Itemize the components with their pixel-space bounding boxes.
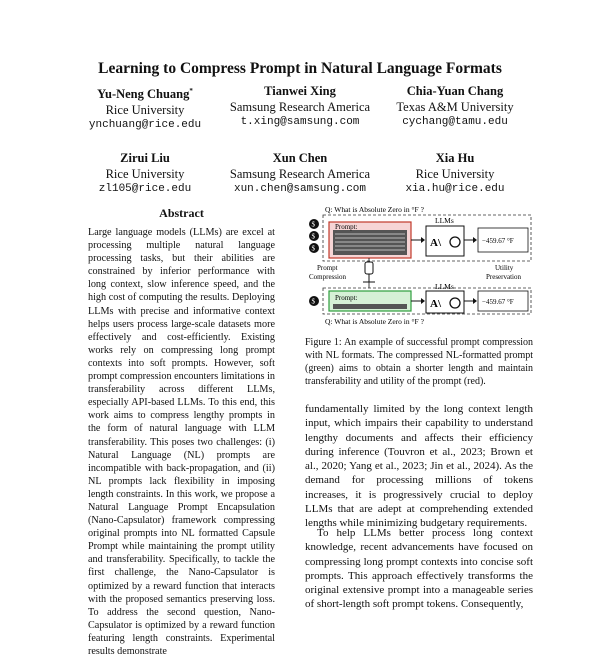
llms-label-top: LLMs [435, 216, 454, 225]
question-bottom: Q: What is Absolute Zero in °F ? [325, 317, 424, 326]
author-name: Tianwei Xing [264, 84, 336, 98]
author-email: t.xing@samsung.com [240, 116, 360, 128]
figure-caption: Figure 1: An example of successful prompt compression with NL formats. The compressed NL-formatted prompt (green) aims to obtain a shorter length and maintain transferability and utility of the prompt (red). [305, 337, 533, 387]
token-icons-top [309, 219, 319, 253]
paper-title: Learning to Compress Prompt in Natural Language Formats [98, 60, 502, 77]
svg-text:$: $ [311, 244, 315, 253]
svg-text:$: $ [311, 232, 315, 241]
author-block [60, 151, 230, 198]
author-affiliation: Texas A&M University [396, 99, 514, 114]
author-affiliation: Samsung Research America [229, 166, 371, 181]
author-affiliation: Rice University [105, 102, 185, 117]
author-block [60, 84, 230, 134]
author-name: Yu-Neng Chuang [97, 87, 190, 102]
answer-top: −459.67 °F [482, 237, 514, 245]
answer-bottom: −459.67 °F [482, 298, 514, 306]
author-email: xia.hu@rice.edu [405, 183, 505, 195]
token-icon-bottom [309, 296, 319, 306]
svg-text:$: $ [311, 297, 315, 306]
author-name: Xia Hu [435, 151, 475, 165]
svg-text:$: $ [311, 220, 315, 229]
author-name: Xun Chen [272, 151, 328, 165]
author-block [370, 151, 540, 198]
author-block [215, 84, 385, 131]
prompt-compression-label: Prompt Compression [309, 264, 346, 281]
author-email: zl105@rice.edu [98, 183, 192, 195]
prompt-label-bottom: Prompt: [335, 294, 358, 302]
author-block [215, 151, 385, 198]
author-email: ynchuang@rice.edu [88, 119, 202, 132]
abstract-text: Large language models (LLMs) are excel at processing multiple natural language processing tasks, but their abilities are constrained by inferior performance with long context, slow inference speed, and the high cost of computing the results. Deploying LLMs with precise and informative context helps users process large-scale datasets more effectively and cost-efficiently. Existing works rely on compressing long prompt contexts into soft prompts. However, soft prompt compression encounters limitations in transferability across different LLMs, especially API-based LLMs. To this end, this work aims to compress lengthy prompts in the form of natural language with LLM transferability. This poses two challenges: (i) Natural Language (NL) prompts are incompatible with back-propagation, and (ii) NL prompts lack flexibility in imposing length constraints. In this work, we propose a Natural Language Prompt Encapsulation (Nano-Capsulator) framework compressing original prompts into NL formatted Capsule Prompt while maintaining the prompt utility and transferability. Specifically, to tackle the first challenge, the Nano-Capsulator is optimized by a reward function that interacts with the proposed semantics preserving loss. To address the second question, Nano-Capsulator is optimized by a reward function featuring length constraints. Experimental results demonstrate [88, 227, 275, 657]
author-name: Zirui Liu [120, 151, 170, 165]
llms-label-bottom: LLMs [435, 282, 454, 291]
author-email: xun.chen@samsung.com [233, 183, 367, 195]
anthropic-logo-icon: A\ [430, 237, 441, 249]
abstract-heading: Abstract [159, 206, 204, 220]
author-name: Chia-Yuan Chang [406, 84, 504, 98]
body-paragraph: To help LLMs better process long context knowledge, recent advancements have focused on compressing long prompt contexts into concise soft prompts. This approach effectively transforms the original extensive prompt into a manageable series of short-length soft prompt tokens. Consequently, [305, 527, 533, 611]
author-block [370, 84, 540, 131]
prompt-label-top: Prompt: [335, 223, 358, 231]
body-paragraph: fundamentally limited by the long context length input, which impairs their capability to understand lengthy documents and affects their efficiency during inference (Touvron et al., 2023; Brown et al., 2020; Yang et al., 2023; Jin et al., 2024). As the demand for processing millions of tokens increases, it is progressively crucial to deploy LLMs that are adept at comprehending extended lengths while minimizing budgetary requirements. [305, 403, 533, 530]
author-affiliation: Samsung Research America [229, 99, 371, 114]
author-affiliation: Rice University [415, 166, 495, 181]
anthropic-logo-icon: A\ [430, 298, 441, 310]
author-affiliation: Rice University [105, 166, 185, 181]
author-mark: * [189, 87, 193, 95]
question-top: Q: What is Absolute Zero in °F ? [325, 205, 424, 214]
utility-preservation-label: Utility Preservation [486, 264, 521, 281]
figure-1 [305, 200, 535, 330]
author-email: cychang@tamu.edu [402, 116, 508, 128]
compressor-icon [363, 262, 375, 282]
